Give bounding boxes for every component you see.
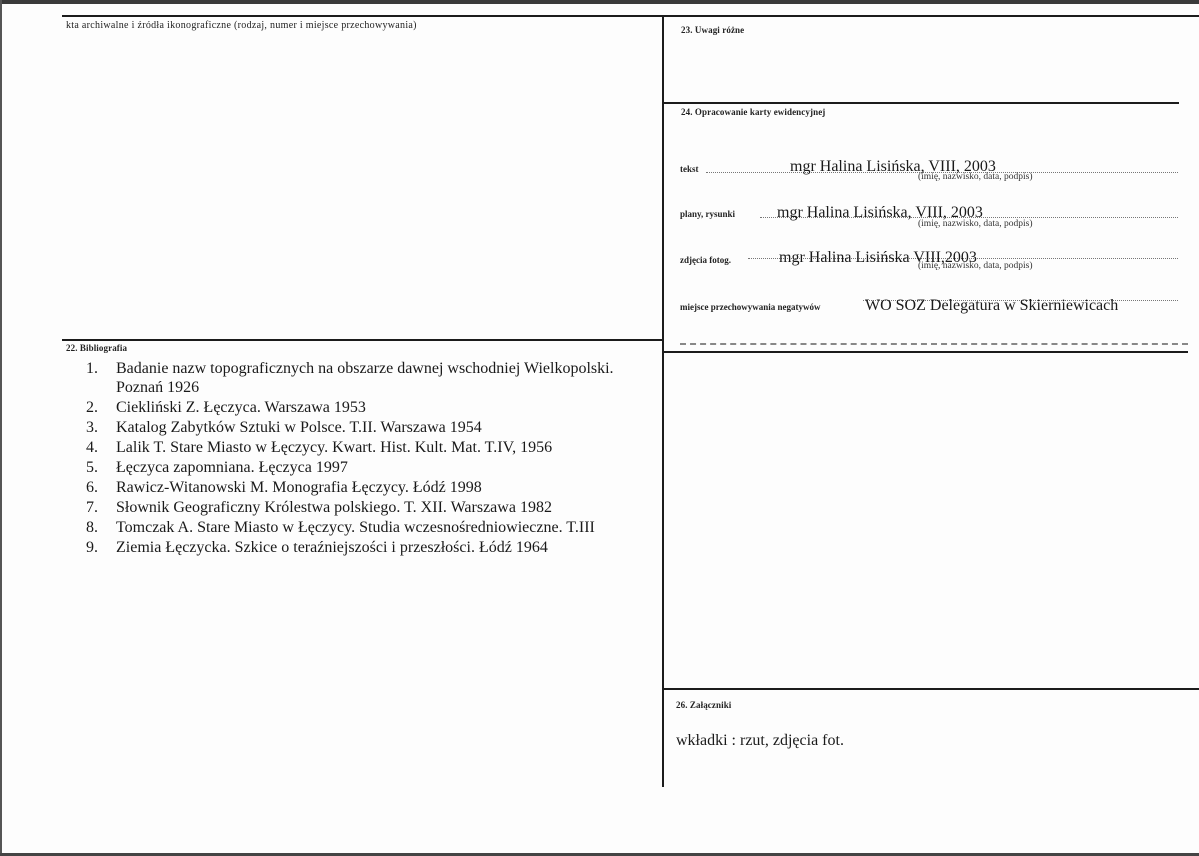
archival-sources-label: kta archiwalne i źródła ikonograficzne (rodzaj, numer i miejsce przechowywania) — [66, 20, 417, 31]
rule-section-25 — [664, 351, 1188, 353]
bibliography-item — [86, 538, 656, 557]
scan-edge-top — [0, 0, 1199, 4]
bibliography-label: 22. Bibliografia — [66, 343, 128, 353]
bibliography-item-text: Lalik T. Stare Miasto w Łęczycy. Kwart. Hist. Kult. Mat. T.IV, 1956 — [116, 439, 553, 456]
bibliography-item — [86, 398, 656, 417]
bibliography-item-number: 3. — [86, 419, 98, 436]
bibliography-item-text: Słownik Geograficzny Królestwa polskiego. T. XII. Warszawa 1982 — [116, 499, 552, 516]
bibliography-item-text: Łęczyca zapomniana. Łęczyca 1997 — [116, 459, 348, 476]
bibliography-item-text: Ciekliński Z. Łęczyca. Warszawa 1953 — [116, 399, 366, 416]
plans-author-value: mgr Halina Lisińska, VIII, 2003 — [777, 204, 983, 221]
remarks-label: 23. Uwagi różne — [681, 25, 745, 35]
bibliography-item-text: Rawicz-Witanowski M. Monografia Łęczycy. Łódź 1998 — [116, 479, 482, 496]
bibliography-item-number: 2. — [86, 399, 98, 416]
top-rule-right — [664, 15, 1199, 17]
text-author-label: tekst — [680, 164, 699, 174]
rule-section-26 — [664, 688, 1199, 690]
bibliography-item-number: 7. — [86, 499, 98, 516]
plans-author-hint: (imię, nazwisko, data, podpis) — [918, 219, 1033, 229]
attachments-value: wkładki : rzut, zdjęcia fot. — [676, 732, 844, 749]
bibliography-item-number: 9. — [86, 539, 98, 556]
photos-author-label: zdjęcia fotog. — [680, 255, 731, 265]
rule-section-22 — [62, 339, 662, 341]
bibliography-item — [86, 418, 656, 437]
cut-off-text-line — [680, 343, 1188, 345]
top-rule-left — [62, 15, 662, 17]
bibliography-item — [86, 458, 656, 477]
card-preparation-label: 24. Opracowanie karty ewidencyjnej — [681, 107, 826, 117]
bibliography-item — [86, 498, 656, 517]
bibliography-item-text: Ziemia Łęczycka. Szkice o teraźniejszości i przeszłości. Łódź 1964 — [116, 539, 548, 556]
scan-edge-left — [0, 0, 2, 856]
bibliography-item-number: 8. — [86, 519, 98, 536]
bibliography-item-number: 4. — [86, 439, 98, 456]
bibliography-item-number: 6. — [86, 479, 98, 496]
bibliography-item — [86, 438, 656, 457]
text-author-hint: (imię, nazwisko, data, podpis) — [918, 172, 1033, 182]
photos-author-hint: (imię, nazwisko, data, podpis) — [918, 261, 1033, 271]
bibliography-item — [86, 359, 656, 397]
negatives-storage-label: miejsce przechowywania negatywów — [680, 302, 821, 312]
rule-section-24 — [664, 102, 1179, 104]
bibliography-item — [86, 478, 656, 497]
photos-author-value: mgr Halina Lisińska VIII,2003 — [779, 249, 977, 266]
bibliography-item-text: Tomczak A. Stare Miasto w Łęczycy. Studia wczesnośredniowieczne. T.III — [116, 519, 595, 536]
attachments-label: 26. Załączniki — [676, 700, 732, 710]
plans-author-label: plany, rysunki — [680, 209, 736, 219]
bibliography-list — [86, 359, 656, 558]
bibliography-item — [86, 518, 656, 537]
bibliography-item-text: Katalog Zabytków Sztuki w Polsce. T.II. Warszawa 1954 — [116, 419, 482, 436]
column-divider — [662, 15, 664, 787]
bibliography-item-number: 1. — [86, 360, 98, 377]
text-author-value: mgr Halina Lisińska, VIII, 2003 — [790, 158, 996, 175]
bibliography-item-number: 5. — [86, 459, 98, 476]
negatives-storage-value: WO SOZ Delegatura w Skierniewicach — [865, 297, 1119, 314]
bibliography-item-text: Badanie nazw topograficznych na obszarze dawnej wschodniej Wielkopolski. Poznań 1926 — [116, 360, 614, 396]
